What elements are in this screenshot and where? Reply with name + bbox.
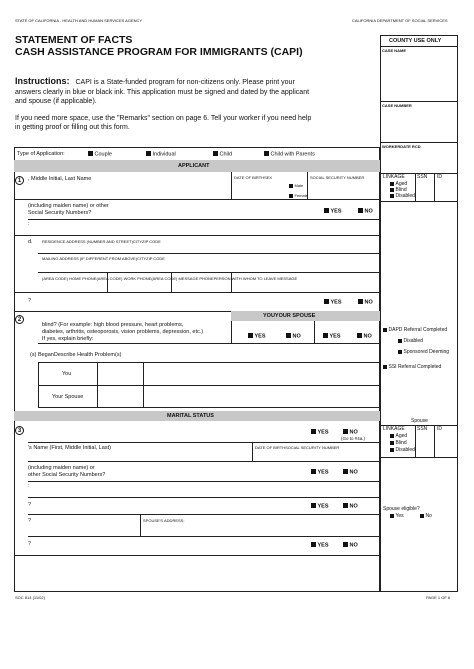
case-name-label: CASE NAME (382, 48, 407, 53)
ssn-label-2: SSN (417, 426, 428, 432)
other-names-yes[interactable]: YES (324, 208, 342, 215)
applicant-q-no[interactable]: NO (358, 299, 373, 306)
describe-health-label: (s) BeganDescribe Health Problem(s) (30, 352, 122, 358)
health-spouse-yes[interactable]: YES (323, 333, 341, 340)
linkage-label-2: LINKAGE (383, 426, 405, 432)
form-title-line2: CASH ASSISTANCE PROGRAM FOR IMMIGRANTS (CAPI) (15, 46, 303, 58)
spouse-label: Spouse (411, 418, 428, 424)
female-checkbox[interactable]: Female (289, 193, 308, 198)
spouse-other-names-line2: other Social Security Numbers? (28, 472, 106, 478)
mailing-address-label: MAILING ADDRESS (IF DIFFERENT FROM ABOVE)CITYZIP CODE (42, 256, 165, 261)
spouse-other-names-detail: : (28, 483, 30, 489)
id-label-1: ID (437, 174, 442, 180)
ssn-label: SOCIAL SECURITY NUMBER (310, 175, 365, 180)
applicant-header: APPLICANT (178, 163, 210, 169)
dob-sex-label: DATE OF BIRTHSEX (234, 175, 273, 180)
health-header: YOUYOUR SPOUSE (263, 313, 316, 319)
health-question-line1: blind? (For example: high blood pressure, heart problems, (42, 322, 184, 328)
marital-q1-yes[interactable]: YES (311, 503, 329, 510)
d-label: d. (28, 239, 33, 245)
health-you-yes[interactable]: YES (248, 333, 266, 340)
instructions-text1: CAPI is a State-funded program for non-citizens only. Please print your (75, 79, 295, 86)
county-use-header: COUNTY USE ONLY (389, 38, 442, 44)
health-spouse-no[interactable]: NO (357, 333, 372, 340)
instructions-label: Instructions: (15, 76, 70, 86)
section-number-3: 3 (15, 426, 24, 435)
marital-q2-mark: ? (28, 518, 32, 524)
spouse-address-label: SPOUSE'S ADDRESS: (143, 518, 185, 523)
spouse-eligible-label: Spouse eligible? (383, 506, 420, 512)
other-names-detail: : (28, 221, 30, 227)
section-number-2: 2 (15, 315, 24, 324)
phone-numbers-label: (AREA CODE) HOME PHONE(AREA CODE) WORK PHONE(AREA CODE) MESSAGE PHONEPERSON WITH WHOM TO LEAVE MESSAGE (42, 276, 298, 281)
marital-no[interactable]: NO (343, 429, 358, 436)
ssn-label-1: SSN (417, 174, 428, 180)
applicant-q-yes[interactable]: YES (324, 299, 342, 306)
form-number: SOC 814 (11/02) (15, 595, 45, 600)
application-type-label: Type of Application: (17, 151, 65, 157)
residence-address-label: RESIDENCE ADDRESS (NUMBER AND STREET)CITYZIP CODE (42, 239, 161, 244)
blind-checkbox-2[interactable]: Blind (390, 440, 407, 446)
worker-label: WORKERDATE RCD (382, 144, 421, 149)
dapd-referral-checkbox[interactable]: DAPD Referral Completed (383, 327, 447, 333)
marital-go-to: (Go to #4a.) (341, 436, 366, 441)
marital-q1-mark: ? (28, 502, 32, 508)
instructions-text4: If you need more space, use the "Remarks" section on page 6. Tell your worker if you need help (15, 115, 312, 122)
instructions-line1 (15, 77, 295, 87)
other-names-line2: Social Security Numbers? (28, 210, 92, 216)
marital-q1-no[interactable]: NO (343, 503, 358, 510)
type-child-with-parents-checkbox[interactable]: Child with Parents (264, 151, 315, 158)
form-title-line1: STATEMENT OF FACTS (15, 34, 133, 46)
case-number-label: CASE NUMBER (382, 103, 412, 108)
aged-checkbox-1[interactable]: Aged (390, 181, 407, 187)
spouse-other-names-line1: (including maiden name) or (28, 465, 95, 471)
blind-checkbox-1[interactable]: Blind (390, 187, 407, 193)
disabled-checkbox-1[interactable]: Disabled (390, 193, 415, 199)
agency-left: STATE OF CALIFORNIA - HEALTH AND HUMAN SERVICES AGENCY (15, 18, 143, 23)
sponsored-deeming-checkbox[interactable]: Sponsored Deeming (398, 349, 449, 355)
disabled-checkbox-2[interactable]: Disabled (390, 447, 415, 453)
other-names-no[interactable]: NO (358, 208, 373, 215)
applicant-name-label: , Middle Initial, Last Name (28, 176, 92, 182)
health-question-line3: If yes, explain briefly: (42, 336, 94, 342)
instructions-text2: answers clearly in blue or black ink. This application must be signed and dated by the applicant (15, 89, 310, 96)
marital-header: MARITAL STATUS (167, 413, 214, 419)
health-spouse-label: Your Spouse (52, 394, 84, 400)
health-question-line2: diabetes, arthritis, osteoporosis, vision problems, depression, etc.) (42, 329, 204, 335)
marital-q3-no[interactable]: NO (343, 542, 358, 549)
male-checkbox[interactable]: Male (289, 183, 303, 188)
other-names-line1: (including maiden name) or other (28, 203, 109, 209)
marital-q3-mark: ? (28, 541, 32, 547)
page-number: PAGE 1 OF 6 (426, 595, 451, 600)
health-you-label: You (62, 371, 72, 377)
spouse-other-names-no[interactable]: NO (343, 469, 358, 476)
spouse-eligible-no[interactable]: No (420, 513, 432, 519)
spouse-eligible-yes[interactable]: Yes (390, 513, 404, 519)
spouse-name-label: 's Name (First, Middle Initial, Last) (28, 445, 111, 451)
spouse-other-names-yes[interactable]: YES (311, 469, 329, 476)
disabled-checkbox[interactable]: Disabled (398, 338, 423, 344)
type-individual-checkbox[interactable]: Individual (146, 151, 176, 158)
agency-right: CALIFORNIA DEPARTMENT OF SOCIAL SERVICES (352, 18, 448, 23)
id-label-2: ID (437, 426, 442, 432)
health-you-no[interactable]: NO (286, 333, 301, 340)
marital-yes[interactable]: YES (311, 429, 329, 436)
instructions-text5: in getting proof or filling out this form. (15, 124, 130, 131)
spouse-dob-ssn-label: DATE OF BIRTHSOCIAL SECURITY NUMBER (255, 445, 340, 450)
type-child-checkbox[interactable]: Child (213, 151, 232, 158)
type-couple-checkbox[interactable]: Couple (88, 151, 112, 158)
linkage-label-1: LINKAGE (383, 174, 405, 180)
marital-q3-yes[interactable]: YES (311, 542, 329, 549)
instructions-text3: and spouse (if applicable). (15, 98, 97, 105)
applicant-question-mark: ? (28, 298, 32, 304)
section-number-1: 1 (15, 176, 24, 185)
aged-checkbox-2[interactable]: Aged (390, 433, 407, 439)
ssi-referral-checkbox[interactable]: SSI Referral Completed (383, 364, 441, 370)
